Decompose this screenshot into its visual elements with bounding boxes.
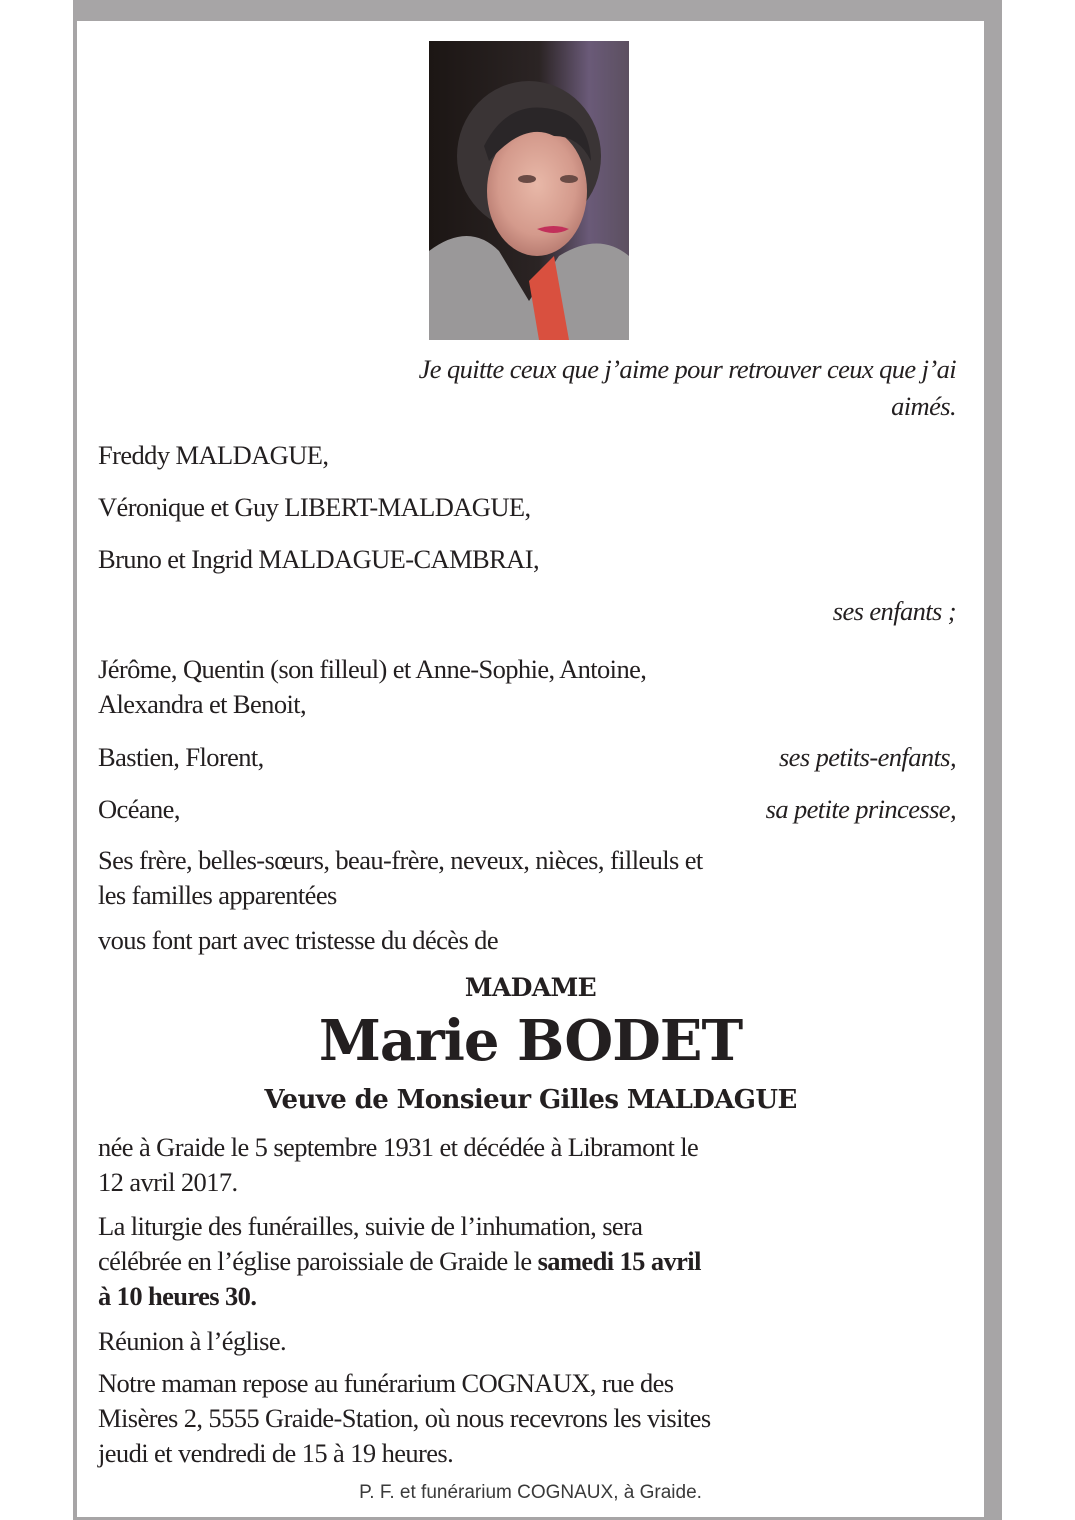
family-line-2: les familles apparentées [98, 880, 337, 910]
announcement: vous font part avec tristesse du décès de [98, 925, 498, 955]
liturgy-text: célébrée en l’église paroissiale de Graide le [98, 1246, 538, 1276]
grandchildren-label: ses petits-enfants, [778, 742, 956, 772]
deceased-name: Marie BODET [318, 1008, 743, 1074]
quote-line-2: aimés. [891, 391, 956, 421]
liturgy-date: samedi 15 avril [537, 1246, 701, 1276]
family-line-1: Ses frère, belles-sœurs, beau-frère, neveux, nièces, filleuls et [98, 845, 703, 875]
grandchildren-line-2: Alexandra et Benoit, [98, 689, 307, 719]
child-3: Bruno et Ingrid MALDAGUE-CAMBRAI, [98, 544, 539, 574]
quote-line-1: Je quitte ceux que j’aime pour retrouver ceux que j’ai [418, 354, 956, 384]
rest-line-2: Misères 2, 5555 Graide-Station, où nous recevrons les visites [98, 1403, 711, 1433]
great-grandchild-row [98, 792, 956, 827]
rest-line-1: Notre maman repose au funérarium COGNAUX, rue des [98, 1368, 674, 1398]
great-grandchild-label: sa petite princesse, [765, 794, 956, 824]
portrait-photo [429, 41, 629, 340]
child-1: Freddy MALDAGUE, [98, 440, 329, 470]
meeting-line: Réunion à l’église. [98, 1326, 287, 1356]
child-2: Véronique et Guy LIBERT-MALDAGUE, [98, 492, 531, 522]
born-line-2: 12 avril 2017. [98, 1167, 238, 1197]
deceased-title: MADAME [464, 973, 597, 1002]
liturgy-line-2 [98, 1244, 956, 1279]
grandchildren-row [98, 740, 956, 775]
grandchildren-line-3: Bastien, Florent, [98, 742, 264, 772]
widow-line: Veuve de Monsieur Gilles MALDAGUE [264, 1085, 797, 1115]
children-label: ses enfants ; [832, 596, 956, 626]
liturgy-time: à 10 heures 30. [98, 1281, 257, 1311]
rest-line-3: jeudi et vendredi de 15 à 19 heures. [98, 1438, 454, 1468]
born-line-1: née à Graide le 5 septembre 1931 et décédée à Libramont le [98, 1132, 699, 1162]
great-grandchild: Océane, [98, 794, 180, 824]
grandchildren-line-1: Jérôme, Quentin (son filleul) et Anne-Sophie, Antoine, [98, 654, 647, 684]
liturgy-line-1: La liturgie des funérailles, suivie de l’inhumation, sera [98, 1211, 643, 1241]
funeral-home-credit: P. F. et funérarium COGNAUX, à Graide. [359, 1482, 702, 1503]
